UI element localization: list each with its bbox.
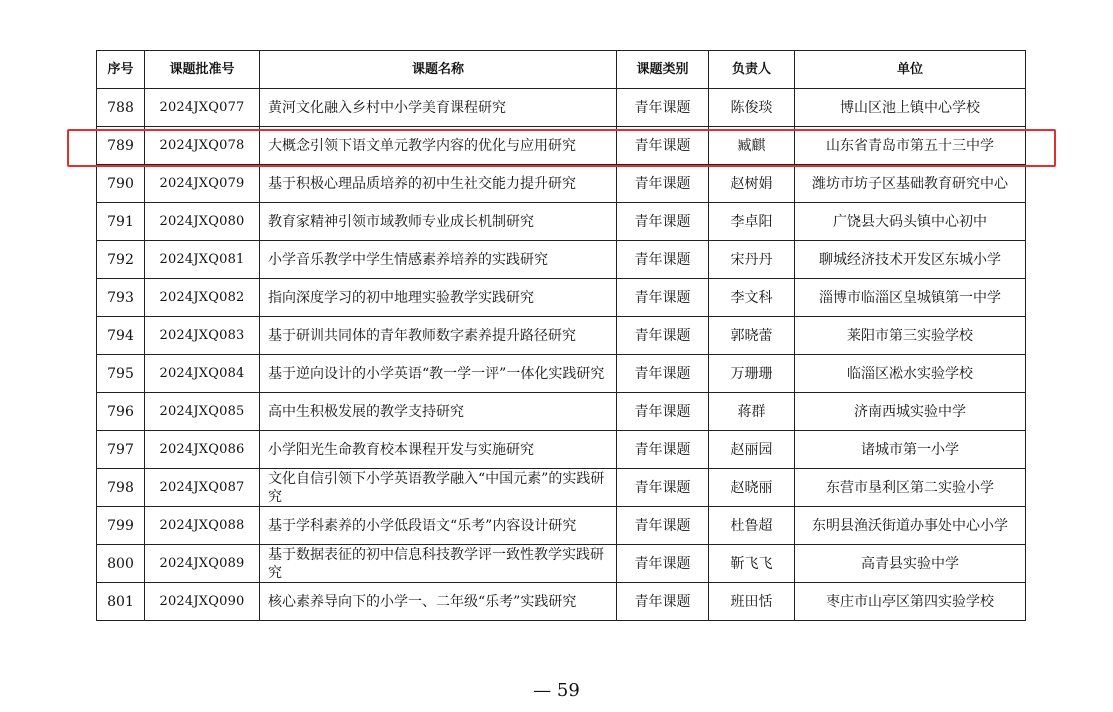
- project-title-cell: 文化自信引领下小学英语教学融入“中国元素”的实践研究: [260, 469, 617, 507]
- project-title-cell: 基于学科素养的小学低段语文“乐考”内容设计研究: [260, 507, 617, 545]
- approval-number-cell: 2024JXQ081: [145, 241, 260, 279]
- research-projects-table: [96, 50, 1026, 621]
- serial-number-cell: 799: [97, 507, 145, 545]
- project-title-cell: 基于积极心理品质培养的初中生社交能力提升研究: [260, 165, 617, 203]
- project-title-cell: 教育家精神引领市域教师专业成长机制研究: [260, 203, 617, 241]
- category-cell: 青年课题: [617, 127, 709, 165]
- table-row: [97, 317, 1026, 355]
- category-cell: 青年课题: [617, 279, 709, 317]
- approval-number-cell: 2024JXQ084: [145, 355, 260, 393]
- institution-cell: 东明县渔沃街道办事处中心小学: [795, 507, 1026, 545]
- principal-cell: 李文科: [709, 279, 795, 317]
- category-cell: 青年课题: [617, 507, 709, 545]
- principal-cell: 宋丹丹: [709, 241, 795, 279]
- serial-number-cell: 792: [97, 241, 145, 279]
- institution-cell: 聊城经济技术开发区东城小学: [795, 241, 1026, 279]
- principal-cell: 班田恬: [709, 583, 795, 621]
- serial-number-cell: 794: [97, 317, 145, 355]
- serial-number-cell: 793: [97, 279, 145, 317]
- category-cell: 青年课题: [617, 89, 709, 127]
- approval-number-cell: 2024JXQ085: [145, 393, 260, 431]
- table-row: [97, 279, 1026, 317]
- approval-number-cell: 2024JXQ077: [145, 89, 260, 127]
- principal-cell: 赵晓丽: [709, 469, 795, 507]
- approval-number-cell: 2024JXQ078: [145, 127, 260, 165]
- principal-cell: 郭晓蕾: [709, 317, 795, 355]
- approval-number-cell: 2024JXQ090: [145, 583, 260, 621]
- principal-cell: 赵丽园: [709, 431, 795, 469]
- project-title-cell: 核心素养导向下的小学一、二年级“乐考”实践研究: [260, 583, 617, 621]
- category-cell: 青年课题: [617, 355, 709, 393]
- principal-cell: 李卓阳: [709, 203, 795, 241]
- table-row-highlighted: [97, 127, 1026, 165]
- institution-cell: 东营市垦利区第二实验小学: [795, 469, 1026, 507]
- serial-number-cell: 790: [97, 165, 145, 203]
- principal-cell: 赵树娟: [709, 165, 795, 203]
- project-title-cell: 指向深度学习的初中地理实验教学实践研究: [260, 279, 617, 317]
- institution-cell: 高青县实验中学: [795, 545, 1026, 583]
- principal-cell: 臧麒: [709, 127, 795, 165]
- table-header-row: [97, 51, 1026, 89]
- category-cell: 青年课题: [617, 241, 709, 279]
- institution-cell: 淄博市临淄区皇城镇第一中学: [795, 279, 1026, 317]
- category-cell: 青年课题: [617, 165, 709, 203]
- project-title-cell: 黄河文化融入乡村中小学美育课程研究: [260, 89, 617, 127]
- principal-cell: 杜鲁超: [709, 507, 795, 545]
- table-row: [97, 203, 1026, 241]
- table-row: [97, 89, 1026, 127]
- category-cell: 青年课题: [617, 545, 709, 583]
- project-title-cell: 基于逆向设计的小学英语“教一学一评”一体化实践研究: [260, 355, 617, 393]
- header-principal: 负责人: [709, 51, 795, 89]
- table-row: [97, 393, 1026, 431]
- header-institution: 单位: [795, 51, 1026, 89]
- page-number: — 59: [533, 680, 580, 701]
- principal-cell: 蒋群: [709, 393, 795, 431]
- table-row: [97, 469, 1026, 507]
- project-title-cell: 高中生积极发展的教学支持研究: [260, 393, 617, 431]
- header-serial-number: 序号: [97, 51, 145, 89]
- category-cell: 青年课题: [617, 203, 709, 241]
- institution-cell: 临淄区凇水实验学校: [795, 355, 1026, 393]
- serial-number-cell: 796: [97, 393, 145, 431]
- header-approval-number: 课题批准号: [145, 51, 260, 89]
- principal-cell: 陈俊琰: [709, 89, 795, 127]
- institution-cell: 广饶县大码头镇中心初中: [795, 203, 1026, 241]
- table-row: [97, 355, 1026, 393]
- table-row: [97, 165, 1026, 203]
- institution-cell: 莱阳市第三实验学校: [795, 317, 1026, 355]
- institution-cell: 潍坊市坊子区基础教育研究中心: [795, 165, 1026, 203]
- approval-number-cell: 2024JXQ086: [145, 431, 260, 469]
- institution-cell: 诸城市第一小学: [795, 431, 1026, 469]
- principal-cell: 靳飞飞: [709, 545, 795, 583]
- serial-number-cell: 795: [97, 355, 145, 393]
- category-cell: 青年课题: [617, 469, 709, 507]
- table-row: [97, 545, 1026, 583]
- institution-cell: 济南西城实验中学: [795, 393, 1026, 431]
- header-project-title: 课题名称: [260, 51, 617, 89]
- approval-number-cell: 2024JXQ089: [145, 545, 260, 583]
- project-title-cell: 基于数据表征的初中信息科技教学评一致性教学实践研究: [260, 545, 617, 583]
- project-title-cell: 基于研训共同体的青年教师数字素养提升路径研究: [260, 317, 617, 355]
- table-row: [97, 507, 1026, 545]
- project-title-cell: 小学阳光生命教育校本课程开发与实施研究: [260, 431, 617, 469]
- serial-number-cell: 797: [97, 431, 145, 469]
- table-row: [97, 583, 1026, 621]
- serial-number-cell: 791: [97, 203, 145, 241]
- project-title-cell: 大概念引领下语文单元教学内容的优化与应用研究: [260, 127, 617, 165]
- category-cell: 青年课题: [617, 431, 709, 469]
- approval-number-cell: 2024JXQ087: [145, 469, 260, 507]
- project-title-cell: 小学音乐教学中学生情感素养培养的实践研究: [260, 241, 617, 279]
- principal-cell: 万珊珊: [709, 355, 795, 393]
- table-row: [97, 431, 1026, 469]
- table-row: [97, 241, 1026, 279]
- approval-number-cell: 2024JXQ088: [145, 507, 260, 545]
- approval-number-cell: 2024JXQ082: [145, 279, 260, 317]
- institution-cell: 博山区池上镇中心学校: [795, 89, 1026, 127]
- serial-number-cell: 801: [97, 583, 145, 621]
- serial-number-cell: 788: [97, 89, 145, 127]
- approval-number-cell: 2024JXQ083: [145, 317, 260, 355]
- category-cell: 青年课题: [617, 393, 709, 431]
- institution-cell: 山东省青岛市第五十三中学: [795, 127, 1026, 165]
- approval-number-cell: 2024JXQ079: [145, 165, 260, 203]
- approval-number-cell: 2024JXQ080: [145, 203, 260, 241]
- header-project-category: 课题类别: [617, 51, 709, 89]
- serial-number-cell: 800: [97, 545, 145, 583]
- serial-number-cell: 789: [97, 127, 145, 165]
- category-cell: 青年课题: [617, 583, 709, 621]
- serial-number-cell: 798: [97, 469, 145, 507]
- institution-cell: 枣庄市山亭区第四实验学校: [795, 583, 1026, 621]
- category-cell: 青年课题: [617, 317, 709, 355]
